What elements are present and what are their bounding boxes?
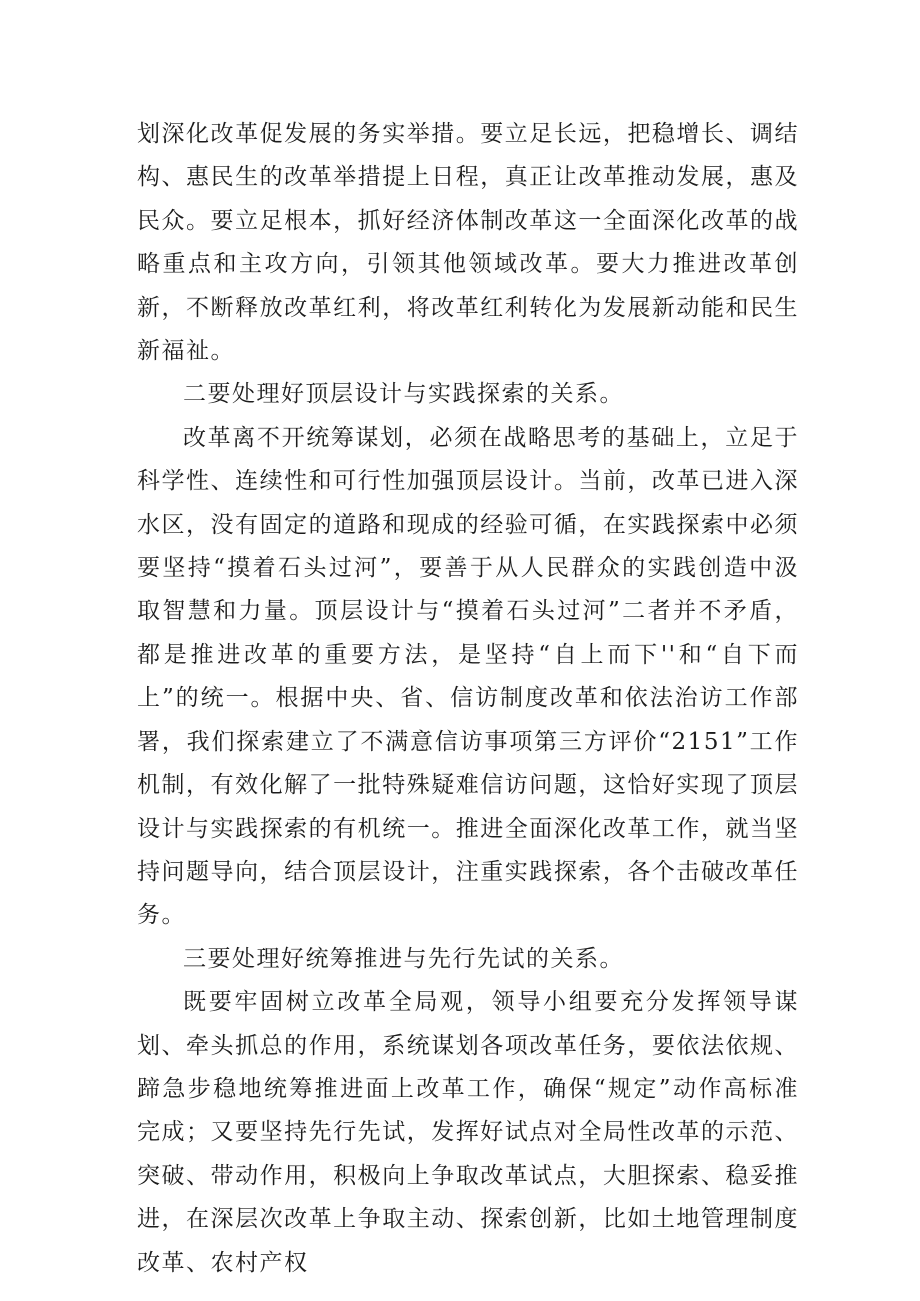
section-heading-top-level-design: 二要处理好顶层设计与实践探索的关系。: [183, 381, 624, 408]
document-body: [137, 113, 799, 1285]
paragraph-top-level-design: 改革离不开统筹谋划，必须在战略思考的基础上，立足于科学性、连续性和可行性加强顶层设计。当前，改革已进入深水区，没有固定的道路和现成的经验可循，在实践探索中必须要坚持“摸着石头过河”，要善于从人民群众的实践创造中汲取智慧和力量。顶层设计与“摸着石头过河”二者并不矛盾，都是推进改革的重要方法，是坚持“自上而下''和“自下而上”的统一。根据中央、省、信访制度改革和依法治访工作部署，我们探索建立了不满意信访事项第三方评价“2151”工作机制，有效化解了一批特殊疑难信访问题，这恰好实现了顶层设计与实践探索的有机统一。推进全面深化改革工作，就当坚持问题导向，结合顶层设计，注重实践探索，各个击破改革任务。: [137, 424, 799, 929]
paragraph-overall-promotion: 既要牢固树立改革全局观，领导小组要充分发挥领导谋划、牵头抓总的作用，系统谋划各项改革任务，要依法依规、蹄急步稳地统筹推进面上改革工作，确保“规定”动作高标准完成；又要坚持先行先试，发挥好试点对全局性改革的示范、突破、带动作用，积极向上争取改革试点，大胆探索、稳妥推进，在深层次改革上争取主动、探索创新，比如土地管理制度改革、农村产权: [137, 989, 799, 1276]
paragraph-reform-measures: 划深化改革促发展的务实举措。要立足长远，把稳增长、调结构、惠民生的改革举措提上日程，真正让改革推动发展，惠及民众。要立足根本，抓好经济体制改革这一全面深化改革的战略重点和主攻方向，引领其他领域改革。要大力推进改革创新，不断释放改革红利，将改革红利转化为发展新动能和民生新福祉。: [137, 121, 799, 365]
section-heading-overall-promotion: 三要处理好统筹推进与先行先试的关系。: [183, 945, 624, 972]
